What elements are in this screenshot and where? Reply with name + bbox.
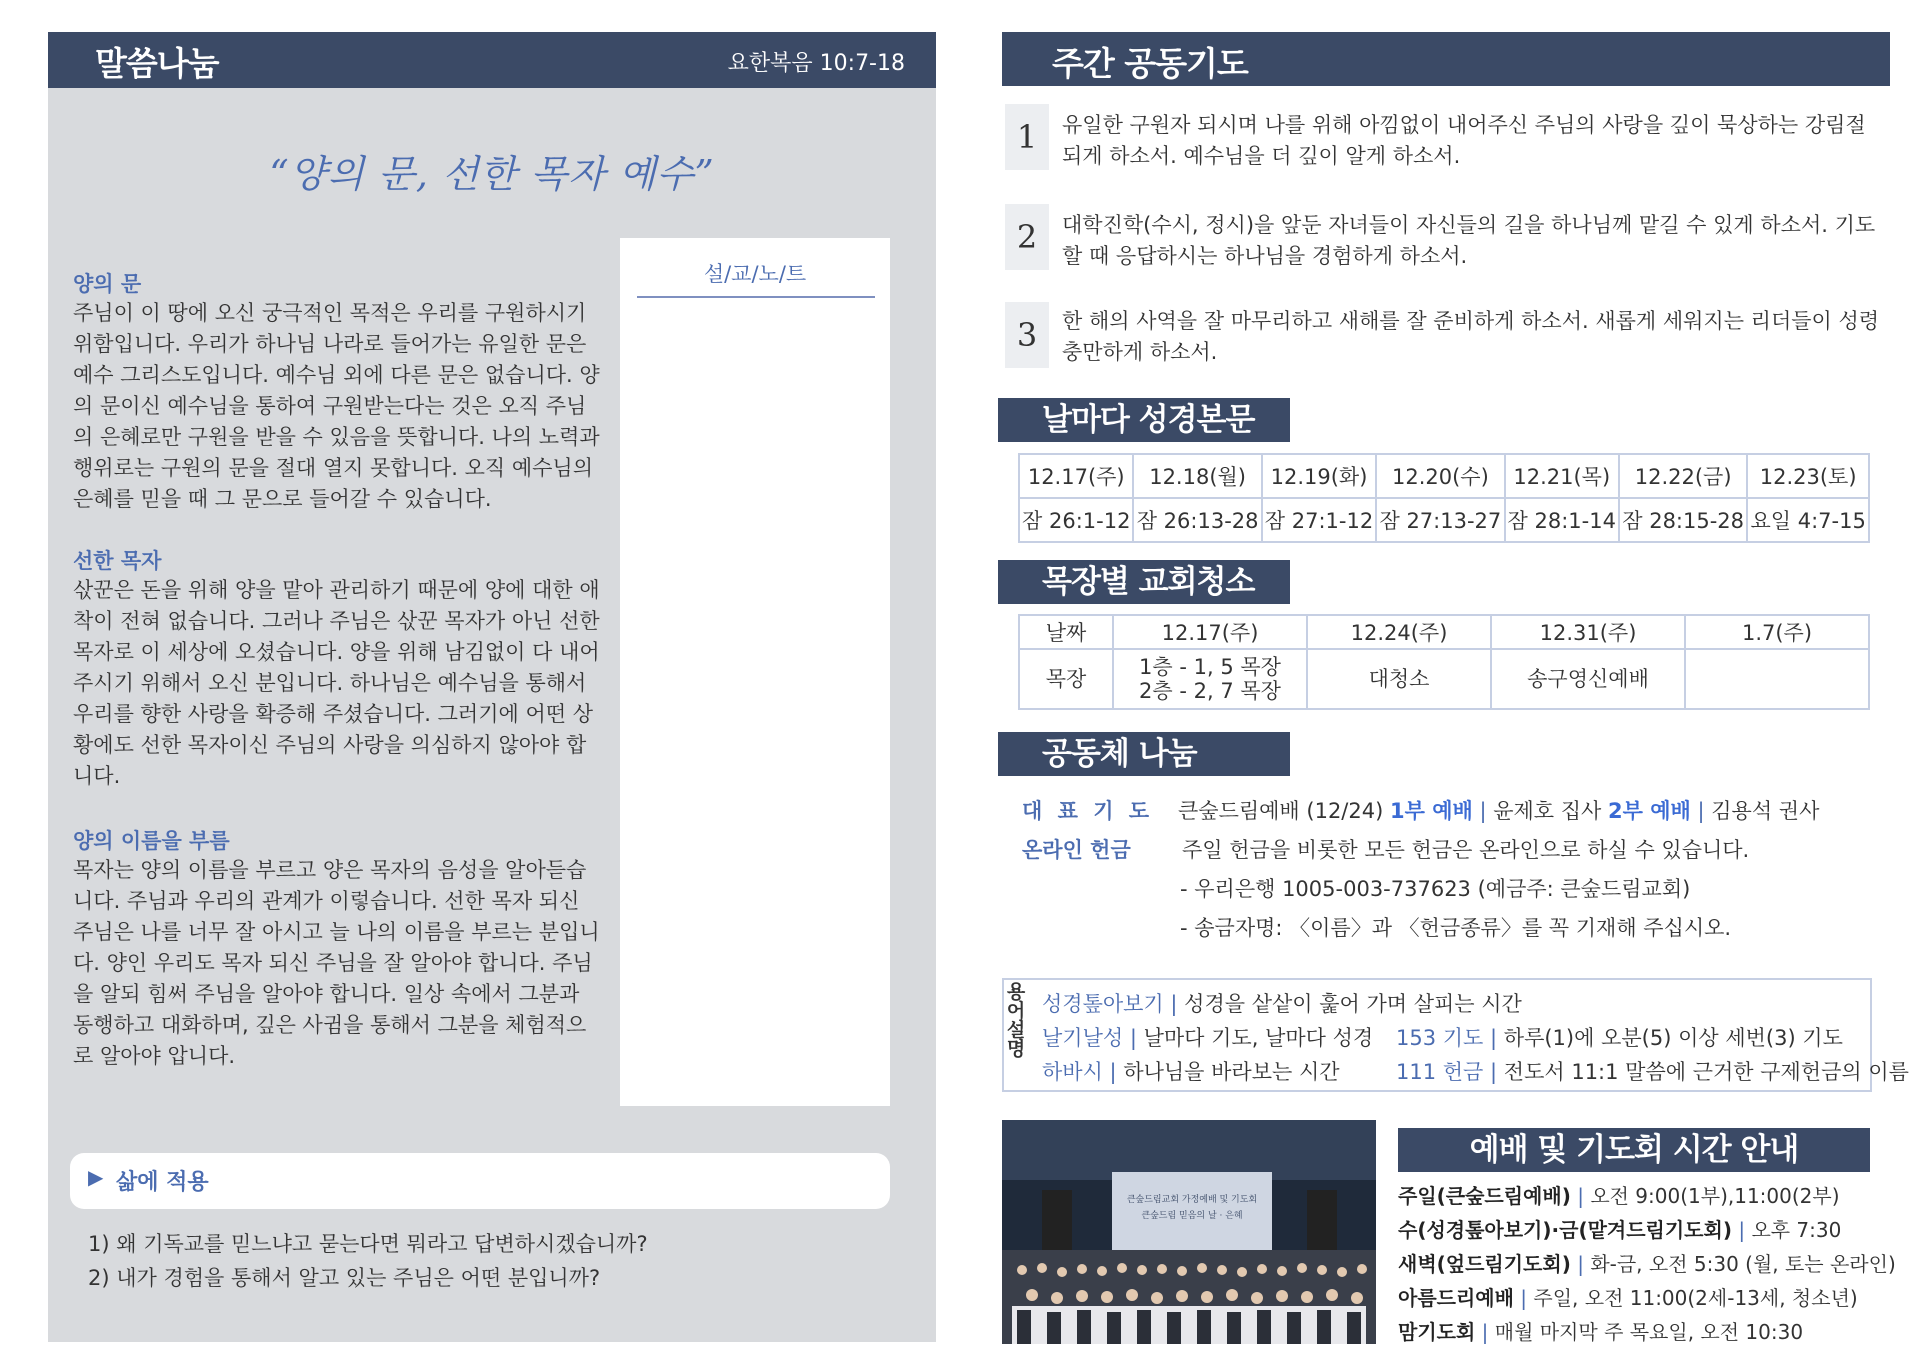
service-time: 화-금, 오전 5:30 (월, 토는 온라인) [1590,1252,1896,1276]
banner-text: 큰숲드림교회 가정예배 및 기도회 [1126,1195,1258,1205]
date-cell: 12.17(주) [1019,454,1133,498]
daily-bible-title: 날마다 성경본문 [998,398,1290,442]
sermon-title: 말씀나눔 [95,44,219,83]
passage-cell: 잠 28:1-14 [1505,498,1619,542]
photo-illustration [1002,1120,1376,1344]
separator: | [1738,1218,1746,1242]
second-leader: 김용석 권사 [1711,799,1820,823]
term-item [1042,1022,1373,1052]
section-title: 선한 목자 [73,549,162,573]
separator: | [1520,1286,1528,1310]
term-desc: 날마다 기도, 날마다 성경 [1143,1026,1374,1050]
header-cell: 목장 [1019,649,1113,709]
rep-prayer-label: 대 표 기 도 [1022,799,1154,823]
separator: | [1481,1320,1489,1344]
service-name: 새벽(엎드림기도회) [1398,1252,1571,1276]
date-cell: 1.7(주) [1685,615,1869,649]
date-cell: 12.19(화) [1262,454,1376,498]
schedule-row [1398,1248,1896,1277]
online-offering-label: 온라인 헌금 [1022,838,1131,862]
daily-bible-table [1018,453,1870,543]
term-item [1042,988,1522,1018]
separator: | [1109,1060,1117,1084]
term-key: 111 헌금 [1396,1060,1484,1084]
date-cell: 12.17(주) [1113,615,1307,649]
cleaning-title: 목장별 교회청소 [998,560,1290,604]
term-item [1396,1056,1909,1086]
scripture-reference: 요한복음 10:7-18 [727,51,905,76]
service-name: 아름드리예배 [1398,1286,1514,1310]
passage-cell: 요일 4:7-15 [1747,498,1869,542]
rep-prayer-line [1178,795,1819,825]
section-title: 양의 문 [73,272,142,296]
service-name: 큰숲드림예배 (12/24) [1178,799,1384,823]
prayer-number: 2 [1005,204,1049,270]
schedule-row [1398,1282,1858,1311]
schedule-row [1398,1214,1841,1243]
term-desc: 하나님을 바라보는 시간 [1123,1060,1340,1084]
section-title: 양의 이름을 부름 [73,829,230,853]
group-cell [1685,649,1869,709]
section-body: 주님이 이 땅에 오신 궁극적인 목적은 우리를 구원하시기 위함입니다. 우리가 하나님 나라로 들어가는 유일한 문은 예수 그리스도입니다. 예수님 외에 다른 문은 없습니다. 양의 문이신 예수님을 통하여 구원받는다는 것은 오직 주님의 은혜로만 구원을 받을 수 있음을 뜻합니다. 나의 노력과 행위로는 구원의 문을 절대 열지 못합니다. 오직 예수님의 은혜를 믿을 때 그 문으로 들어갈 수 있습니다. [73,301,600,511]
term-desc: 하루(1)에 오분(5) 이상 세번(3) 기도 [1503,1026,1843,1050]
date-cell: 12.18(월) [1133,454,1261,498]
passage-cell: 잠 26:1-12 [1019,498,1133,542]
schedule-row [1398,1180,1840,1209]
date-cell: 12.23(토) [1747,454,1869,498]
terms-side-label: 용어설명 [1006,981,1026,1060]
date-cell: 12.24(주) [1307,615,1491,649]
sermon-quote: “양의 문, 선한 목자 예수” [269,152,715,196]
prayer-item: 한 해의 사역을 잘 마무리하고 새해를 잘 준비하게 하소서. 새롭게 세워지는 리더들이 성령 충만하게 하소서. [1062,309,1880,364]
section-body: 삯꾼은 돈을 위해 양을 맡아 관리하기 때문에 양에 대한 애착이 전혀 없습니다. 그러나 주님은 삯꾼 목자가 아닌 선한 목자로 이 세상에 오셨습니다. 양을 위해 남김없이 다 내어주시기 위해서 오신 분입니다. 하나님은 예수님을 통해서 우리를 향한 사랑을 확증해 주셨습니다. 그러기에 어떤 상황에도 선한 목자이신 주님의 사랑을 의심하지 않아야 합니다. [73,578,600,788]
prayer-number: 1 [1005,104,1049,170]
service-name: 주일(큰숲드림예배) [1398,1184,1571,1208]
congregation-photo [1002,1120,1376,1344]
separator: | [1577,1252,1584,1276]
online-offering-text: 주일 헌금을 비롯한 모든 헌금은 온라인으로 하실 수 있습니다. [1182,838,1750,862]
prayer-title: 주간 공동기도 [1052,44,1248,83]
sermon-note-area[interactable] [620,238,890,1106]
second-service: 2부 예배 [1608,799,1691,823]
divider [637,296,875,298]
term-desc: 전도서 11:1 말씀에 근거한 구제헌금의 이름 [1503,1060,1909,1084]
separator: | [1129,1026,1137,1050]
date-cell: 12.31(주) [1491,615,1685,649]
banner-text: 큰숲드림 믿음의 날 · 은혜 [1141,1211,1243,1221]
term-item [1396,1022,1843,1052]
date-cell: 12.20(수) [1376,454,1504,498]
separator: | [1490,1060,1498,1084]
term-key: 하바시 [1042,1060,1103,1084]
separator: | [1170,992,1178,1016]
prayer-number: 3 [1005,302,1049,368]
header-cell: 날짜 [1019,615,1113,649]
passage-cell: 잠 26:13-28 [1133,498,1261,542]
section-body: 목자는 양의 이름을 부르고 양은 목자의 음성을 알아듣습니다. 주님과 우리의 관계가 이렇습니다. 선한 목자 되신 주님은 나를 너무 잘 아시고 늘 나의 이름을 부르는 분입니다. 양인 우리도 목자 되신 주님을 잘 알아야 합니다. 주님을 알되 힘써 주님을 알아야 합니다. 일상 속에서 그분과 동행하고 대화하며, 깊은 사귐을 통해서 그분을 체험적으로 알아야 압니다. [73,858,600,1068]
apply-label: 삶에 적용 [116,1170,209,1195]
passage-cell: 잠 28:15-28 [1619,498,1747,542]
passage-cell: 잠 27:13-27 [1376,498,1504,542]
service-name: 맘기도회 [1398,1320,1476,1344]
worship-schedule-title: 예배 및 기도회 시간 안내 [1398,1128,1870,1172]
service-name: 수(성경톺아보기)·금(맡겨드림기도회) [1398,1218,1732,1242]
passage-cell: 잠 27:1-12 [1262,498,1376,542]
service-time: 주일, 오전 11:00(2세-13세, 청소년) [1533,1286,1858,1310]
sermon-note-title: 설/교/노/트 [703,262,807,286]
apply-question: 1) 왜 기독교를 믿느냐고 묻는다면 뭐라고 답변하시겠습니까? [88,1232,648,1256]
apply-question: 2) 내가 경험을 통해서 알고 있는 주님은 어떤 분입니까? [88,1266,601,1290]
prayer-item: 유일한 구원자 되시며 나를 위해 아낌없이 내어주신 주님의 사랑을 깊이 묵상하는 강림절 되게 하소서. 예수님을 더 깊이 알게 하소서. [1062,113,1866,168]
schedule-row [1398,1316,1803,1345]
separator: | [1697,799,1705,823]
service-time: 매월 마지막 주 목요일, 오전 10:30 [1494,1320,1804,1344]
bank-account: - 우리은행 1005-003-737623 (예금주: 큰숲드림교회) [1180,877,1691,901]
separator: | [1577,1184,1584,1208]
term-item [1042,1056,1340,1086]
prayer-item: 대학진학(수시, 정시)을 앞둔 자녀들이 자신들의 길을 하나님께 맡길 수 있게 하소서. 기도할 때 응답하시는 하나님을 경험하게 하소서. [1062,213,1876,268]
group-cell: 1층 - 1, 5 목장 2층 - 2, 7 목장 [1113,649,1307,709]
separator: | [1490,1026,1498,1050]
date-cell: 12.22(금) [1619,454,1747,498]
cleaning-table [1018,614,1870,710]
term-desc: 성경을 샅샅이 훑어 가며 살피는 시간 [1184,992,1522,1016]
first-service: 1부 예배 [1389,799,1473,823]
term-key: 날기날성 [1042,1026,1124,1050]
term-key: 153 기도 [1396,1026,1484,1050]
term-key: 성경톺아보기 [1042,992,1164,1016]
triangle-right-icon: ▶ [88,1165,104,1189]
service-time: 오후 7:30 [1751,1218,1842,1242]
sender-note: - 송금자명: 〈이름〉과 〈헌금종류〉를 꼭 기재해 주십시오. [1180,916,1732,940]
separator: | [1479,799,1487,823]
group-cell: 대청소 [1307,649,1491,709]
date-cell: 12.21(목) [1505,454,1619,498]
first-leader: 윤제호 집사 [1493,799,1602,823]
service-time: 오전 9:00(1부),11:00(2부) [1590,1184,1840,1208]
community-title: 공동체 나눔 [998,732,1290,776]
group-cell: 송구영신예배 [1491,649,1685,709]
